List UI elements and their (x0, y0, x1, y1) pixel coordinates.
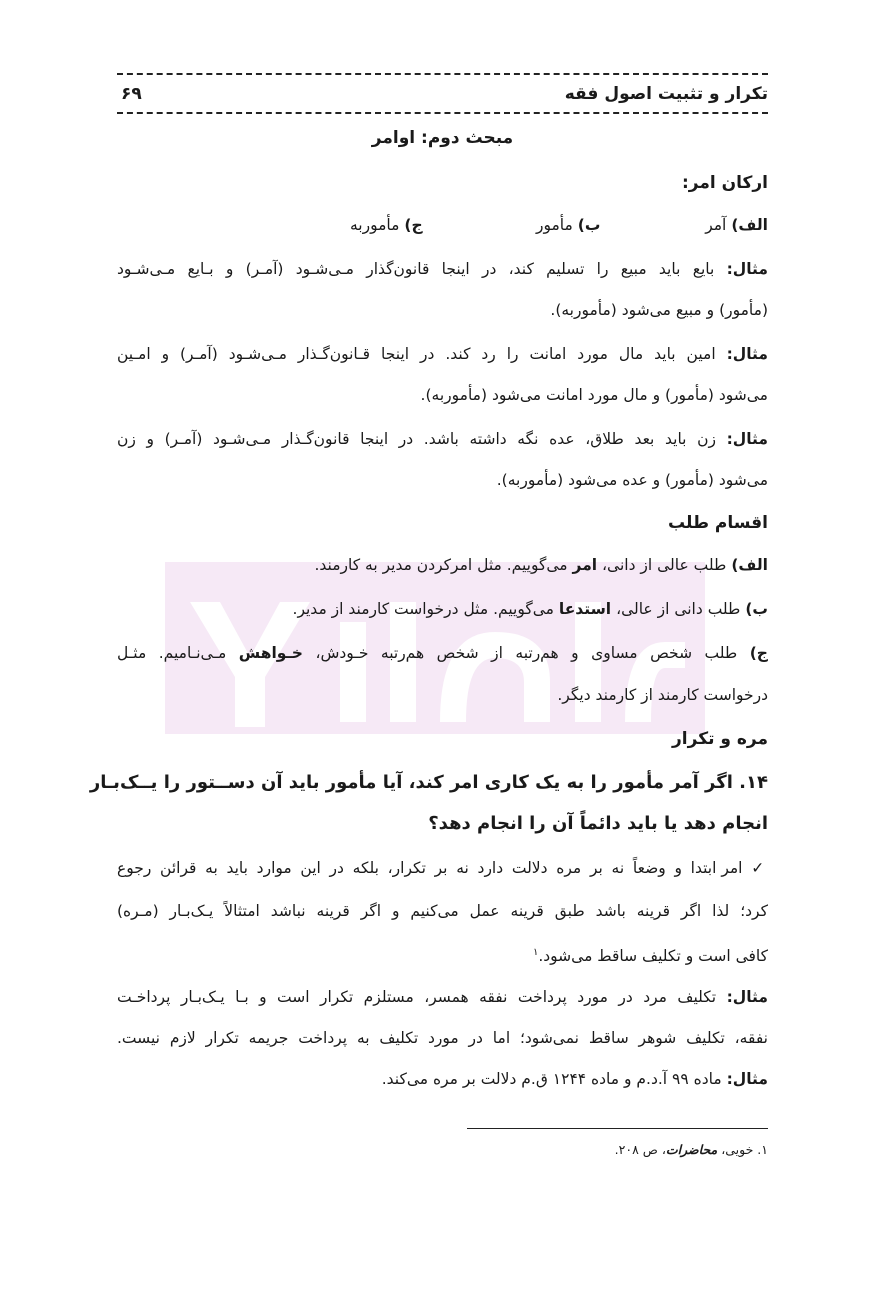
marra-example-2 (117, 1067, 768, 1091)
aqsam-item-b (117, 597, 768, 621)
section-title: مبحث دوم: اوامر (371, 128, 514, 148)
aqsam-item-c-line-2: درخواست کارمند از کارمند دیگر. (557, 686, 768, 704)
footnote-book-title: محاضرات (665, 1142, 718, 1157)
example-label: مثال: (726, 1070, 768, 1088)
marra-example-1-line-2: نفقه، تکلیف شوهر ساقط نمی‌شود؛ اما در مورد تکلیف به پرداخت جریمه تکرار لازم نیست. (117, 1029, 768, 1047)
footnote-page: ، ص ۲۰۸. (614, 1142, 666, 1157)
aqsam-item-c-line-1 (117, 641, 768, 665)
item-label: الف) (731, 216, 768, 234)
header-bottom-rule (117, 112, 768, 114)
example-text: بایع باید مبیع را تسلیم کند، در اینجا قانون‌گذار مـی‌شـود (آمـر) و بـایع مـی‌شـود (117, 260, 715, 278)
running-header-title: تکرار و تثبیت اصول فقه (564, 84, 768, 104)
arkan-item-c (350, 213, 536, 237)
example-text: ماده ۹۹ آ.د.م و ماده ۱۲۴۴ ق.م دلالت بر مره می‌کند. (381, 1070, 722, 1088)
question-text: اگر آمر مأمور را به یک کاری امر کند، آیا مأمور باید آن دســتور را یــک‌بـار (89, 772, 733, 793)
arkan-heading: ارکان امر: (681, 173, 768, 193)
item-text: مأموربه (350, 216, 400, 234)
example-text: امین باید مال مورد امانت را رد کند. در اینجا قـانون‌گـذار مـی‌شـود (آمـر) و امـین (117, 345, 716, 363)
aqsam-item-a (117, 553, 768, 577)
answer-line-1 (117, 856, 768, 880)
example-1-line-2: (مأمور) و مبیع می‌شود (مأموربه). (550, 301, 768, 319)
example-1-line-1 (117, 257, 768, 281)
question-number: ۱۴. (739, 772, 768, 793)
item-text: می‌گوییم. مثل امرکردن مدیر به کارمند. (314, 556, 568, 574)
example-2-line-1 (117, 342, 768, 366)
item-term: خـواهش (238, 644, 303, 662)
arkan-item-b (536, 213, 696, 237)
item-text: مأمور (536, 216, 573, 234)
footnote-separator (467, 1128, 768, 1129)
aqsam-heading: اقسام طلب (668, 513, 768, 533)
item-label: الف) (731, 556, 768, 574)
marra-example-1-line-1 (117, 985, 768, 1009)
footnote-number-author: ۱. خویی، (721, 1142, 768, 1157)
arkan-items (117, 213, 768, 237)
item-term: امر (572, 556, 598, 574)
answer-text: امر ابتدا و وضعاً نه بر مره دلالت دارد نه بر تکرار، بلکه در این موارد باید به قرائن رجوع (117, 859, 743, 877)
header-top-rule (117, 73, 768, 75)
item-label: ب) (577, 216, 601, 234)
arkan-item-a (696, 213, 768, 237)
item-text: مـی‌نـامیم. مثـل (117, 644, 227, 662)
question-line-2: انجام دهد یا باید دائماً آن را انجام دهد؟ (428, 813, 768, 834)
item-label: ج) (404, 216, 423, 234)
checkmark-icon: ✓ (751, 859, 768, 877)
example-label: مثال: (726, 345, 768, 363)
page-number: ۶۹ (121, 84, 142, 104)
answer-line-3 (117, 941, 768, 968)
answer-line-2: کرد؛ لذا اگر قرینه باشد طبق قرینه عمل می‌کنیم و اگر قرینه نباشد امتثالاً یـک‌بـار (مـره) (117, 902, 768, 920)
item-text: طلب عالی از دانی، (602, 556, 727, 574)
question-line-1 (89, 771, 768, 795)
example-3-line-1 (117, 427, 768, 451)
item-text: طلب دانی از عالی، (616, 600, 741, 618)
example-text: زن باید بعد طلاق، عده نگه داشته باشد. در اینجا قانون‌گـذار مـی‌شـود (آمـر) و زن (117, 430, 716, 448)
example-3-line-2: می‌شود (مأمور) و عده می‌شود (مأموربه). (496, 471, 768, 489)
item-text: می‌گوییم. مثل درخواست کارمند از مدیر. (292, 600, 554, 618)
item-label: ج) (749, 644, 768, 662)
marra-heading: مره و تکرار (672, 729, 768, 749)
answer-text: کافی است و تکلیف ساقط می‌شود. (538, 947, 768, 966)
example-label: مثال: (726, 260, 768, 278)
example-label: مثال: (726, 430, 768, 448)
footnote-reference: ۱ (532, 947, 539, 958)
example-2-line-2: می‌شود (مأمور) و مال مورد امانت می‌شود (مأموربه). (420, 386, 768, 404)
item-label: ب) (745, 600, 768, 618)
example-text: تکلیف مرد در مورد پرداخت نفقه همسر، مستلزم تکرار است و بـا یـک‌بـار پرداخـت (117, 988, 717, 1006)
item-text: طلب شخص مساوی و هم‌رتبه از شخص هم‌رتبه خـودش، (315, 644, 738, 662)
example-label: مثال: (726, 988, 768, 1006)
item-text: آمر (705, 216, 727, 234)
item-term: استدعا (558, 600, 612, 618)
footnote (615, 1142, 768, 1157)
